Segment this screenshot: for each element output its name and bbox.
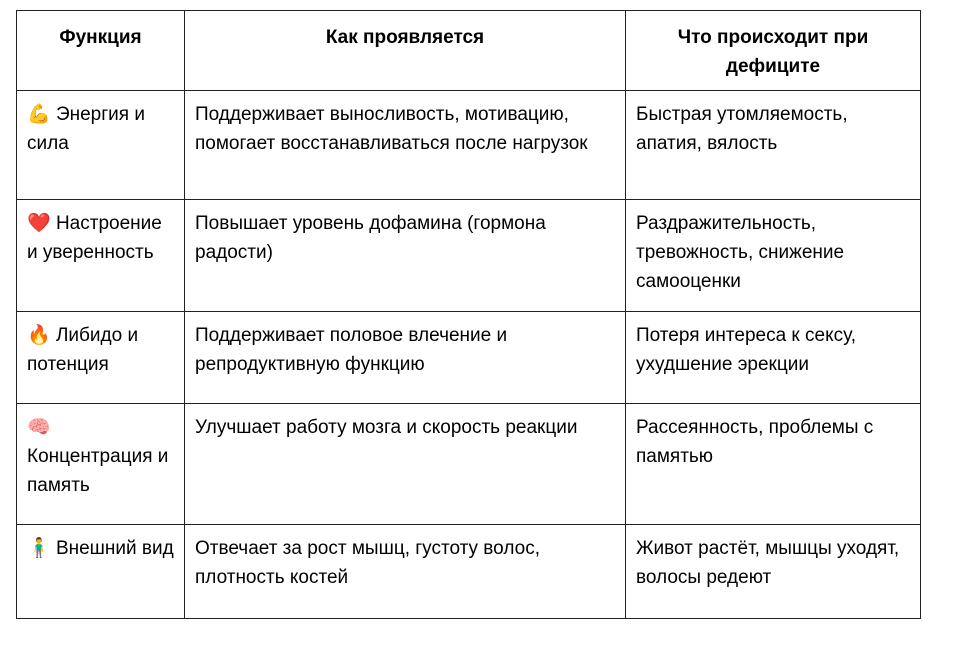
fire-icon: 🔥: [27, 325, 51, 346]
table-row: [17, 200, 921, 312]
function-label: Настроение и уверенность: [27, 213, 162, 263]
function-cell: [17, 525, 185, 619]
table-row: [17, 312, 921, 404]
deficit-cell: Потеря интереса к сексу, ухудшение эрекции: [626, 312, 921, 404]
how-cell: Отвечает за рост мышц, густоту волос, плотность костей: [185, 525, 626, 619]
function-cell: [17, 91, 185, 200]
table-row: [17, 525, 921, 619]
flexed-biceps-icon: 💪: [27, 104, 51, 125]
function-label: Энергия и сила: [27, 104, 145, 154]
deficit-cell: Быстрая утомляемость, апатия, вялость: [626, 91, 921, 200]
heart-icon: ❤️: [27, 213, 51, 234]
header-deficit: Что происходит при дефиците: [626, 11, 921, 91]
function-cell: [17, 312, 185, 404]
function-cell: [17, 404, 185, 525]
function-label: Внешний вид: [55, 538, 174, 559]
header-function: Функция: [17, 11, 185, 91]
function-cell: [17, 200, 185, 312]
header-how: Как проявляется: [185, 11, 626, 91]
brain-icon: 🧠: [27, 417, 51, 438]
how-cell: Повышает уровень дофамина (гормона радости): [185, 200, 626, 312]
how-cell: Поддерживает половое влечение и репродуктивную функцию: [185, 312, 626, 404]
deficit-cell: Раздражительность, тревожность, снижение самооценки: [626, 200, 921, 312]
how-cell: Улучшает работу мозга и скорость реакции: [185, 404, 626, 525]
function-label: Концентрация и память: [27, 446, 169, 496]
table-row: [17, 91, 921, 200]
function-label: Либидо и потенция: [27, 325, 139, 375]
functions-table: [16, 10, 921, 619]
how-cell: Поддерживает выносливость, мотивацию, помогает восстанавливаться после нагрузок: [185, 91, 626, 200]
deficit-cell: Живот растёт, мышцы уходят, волосы редеют: [626, 525, 921, 619]
table-row: [17, 404, 921, 525]
header-row: [17, 11, 921, 91]
deficit-cell: Рассеянность, проблемы с памятью: [626, 404, 921, 525]
standing-man-icon: 🧍‍♂️: [27, 538, 51, 559]
